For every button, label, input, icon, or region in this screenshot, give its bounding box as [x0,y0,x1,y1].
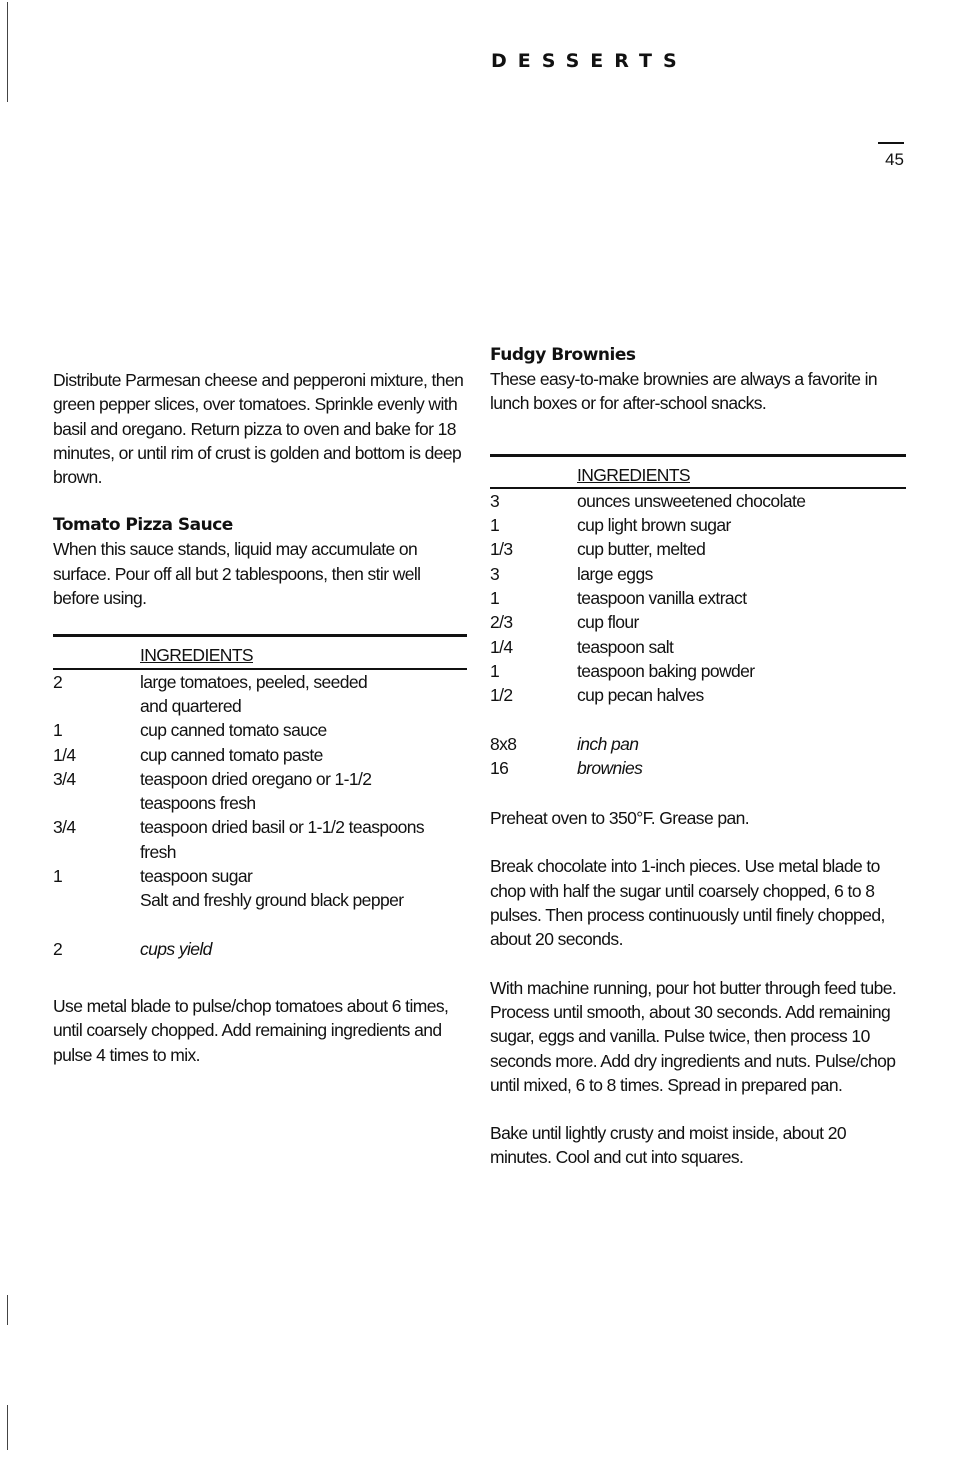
ingredient-qty: 1/4 [53,744,76,765]
ingredients-header: INGREDIENTS [577,455,906,488]
ingredient-row [490,513,906,537]
ingredient-qty: 16 [490,757,509,778]
ingredient-row [490,683,906,707]
ingredient-qty: 1 [53,720,63,741]
spacer-row [490,708,906,732]
yield-row [490,756,906,780]
step-paragraph: Preheat oven to 350°F. Grease pan. [490,808,750,829]
ingredient-qty: 1 [490,660,500,681]
ingredient-qty: 1 [490,515,500,536]
ingredient-row [53,888,467,912]
ingredient-item: Salt and freshly ground black pepper [140,890,404,911]
ingredient-qty: 2 [53,671,63,692]
ingredient-qty: 3/4 [53,817,76,838]
ingredient-qty: 3 [490,490,500,511]
recipe-description: These easy-to-make brownies are always a favorite in lunch boxes or for after-school snacks. [490,369,878,414]
left-column [53,368,467,1067]
ingredient-qty: 2 [53,938,63,959]
ingredient-item: brownies [577,757,643,778]
ingredient-qty: 1 [53,866,63,887]
ingredient-item: cup pecan halves [577,685,704,706]
page-number: 45 [878,142,904,170]
ingredient-item: teaspoon sugar [140,866,253,887]
ingredient-row [490,635,906,659]
ingredient-item: cups yield [140,938,212,959]
spacer-row [53,913,467,937]
ingredient-row [490,659,906,683]
pizza-finish-paragraph: Distribute Parmesan cheese and pepperoni mixture, then green pepper slices, over tomatoes. Sprinkle evenly with basil and oregano. Return pizza to oven and bake for 18 minutes, or until rim of crust is golden and bottom is deep brown. [53,370,464,488]
ingredient-row [490,610,906,634]
ingredient-qty [53,791,140,815]
recipe-title-fudgy-brownies: Fudgy Brownies [490,345,636,365]
ingredient-qty: 3/4 [53,768,76,789]
step-paragraph: With machine running, pour hot butter through feed tube. Process until smooth, about 30 seconds. Add remaining sugar, eggs and vanilla. Pulse twice, then process 10 seconds more. Add dry ingredients and nuts. Pulse/chop until mixed, 6 to 8 times. Spread in prepared pan. [490,977,897,1095]
step-paragraph: Break chocolate into 1-inch pieces. Use metal blade to chop with half the sugar until coarsely chopped, 6 to 8 pulses. Then process continuously until finely chopped, about 20 seconds. [490,856,885,950]
ingredient-row [53,669,467,694]
ingredient-item: fresh [140,841,176,862]
ingredient-row [490,488,906,513]
ingredients-table-brownies [490,454,906,781]
ingredient-qty: 8x8 [490,733,517,754]
right-column [490,343,906,1170]
ingredients-header-row [53,636,467,669]
ingredient-item: inch pan [577,733,639,754]
ingredient-row [490,537,906,561]
ingredient-row [53,743,467,767]
ingredient-qty: 1/2 [490,685,513,706]
ingredient-item: teaspoon dried oregano or 1-1/2 [140,768,372,789]
ingredient-item: cup canned tomato sauce [140,720,327,741]
scan-mark [7,1295,8,1325]
ingredient-qty: 1/3 [490,539,513,560]
ingredient-item: cup light brown sugar [577,515,731,536]
ingredient-item: cup canned tomato paste [140,744,323,765]
ingredient-item: teaspoon dried basil or 1-1/2 teaspoons [140,817,425,838]
ingredient-row [53,864,467,888]
ingredient-item: and quartered [140,695,242,716]
ingredient-row [53,694,467,718]
ingredient-item: large tomatoes, peeled, seeded [140,671,368,692]
ingredient-qty [53,840,140,864]
ingredient-item: teaspoon salt [577,636,674,657]
ingredient-qty: 1 [490,588,500,609]
ingredient-item: ounces unsweetened chocolate [577,490,806,511]
ingredients-header: INGREDIENTS [140,636,467,669]
step-paragraph: Bake until lightly crusty and moist inside, about 20 minutes. Cool and cut into squares. [490,1123,846,1168]
ingredient-row [490,562,906,586]
ingredient-qty: 3 [490,563,500,584]
ingredient-row [490,586,906,610]
ingredient-row [53,718,467,742]
ingredient-qty [53,694,140,718]
recipe-description: When this sauce stands, liquid may accumulate on surface. Pour off all but 2 tablespoons, then stir well before using. [53,539,421,609]
section-title: DESSERTS [491,50,688,72]
brownie-steps [490,806,906,1170]
ingredient-qty: 1/4 [490,636,513,657]
recipe-title-tomato-pizza-sauce: Tomato Pizza Sauce [53,515,233,536]
yield-row [53,937,467,961]
ingredient-qty: 2/3 [490,612,513,633]
ingredient-item: teaspoon vanilla extract [577,588,747,609]
sauce-method-paragraph: Use metal blade to pulse/chop tomatoes about 6 times, until coarsely chopped. Add remaining ingredients and pulse 4 times to mix. [53,995,449,1065]
ingredient-item: teaspoons fresh [140,793,256,814]
ingredient-item: large eggs [577,563,653,584]
ingredient-row [53,815,467,839]
ingredient-row [53,840,467,864]
ingredient-qty [53,888,140,912]
scan-mark [7,2,8,102]
scan-mark [7,1405,8,1450]
ingredients-table-sauce [53,634,467,961]
ingredients-header-row [490,455,906,488]
ingredient-item: cup flour [577,612,639,633]
ingredient-item: cup butter, melted [577,539,706,560]
yield-row [490,732,906,756]
ingredient-row [53,767,467,791]
ingredient-item: teaspoon baking powder [577,660,755,681]
ingredient-row [53,791,467,815]
